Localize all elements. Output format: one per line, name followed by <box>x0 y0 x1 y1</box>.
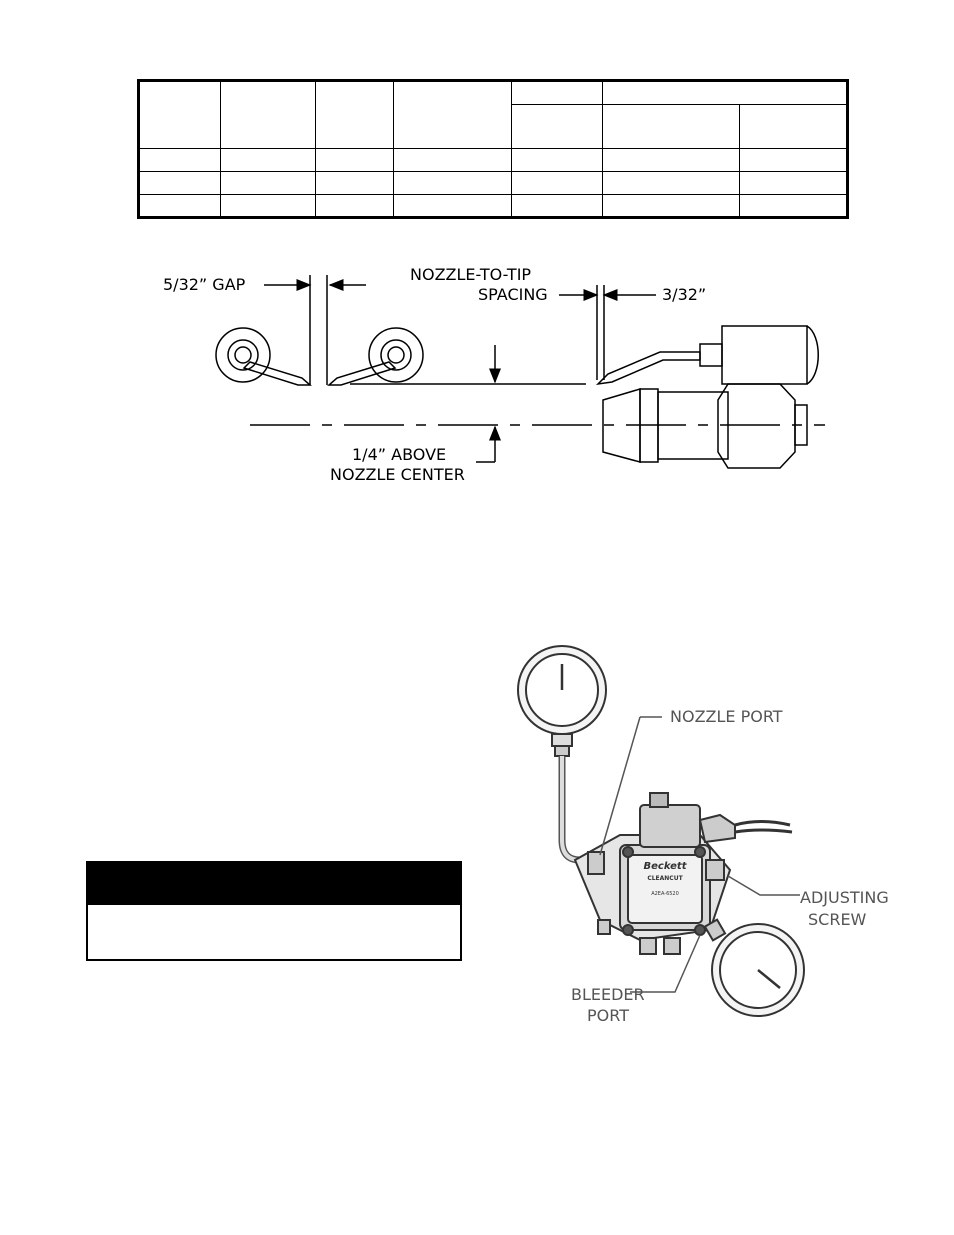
table-header-cell <box>221 81 316 149</box>
table-header-cell <box>139 81 221 149</box>
table-cell <box>394 149 512 172</box>
table-row <box>139 172 848 195</box>
table-header-cell <box>512 105 603 149</box>
table-cell <box>512 172 603 195</box>
table-cell <box>740 149 848 172</box>
table-cell <box>316 149 394 172</box>
table-cell <box>139 172 221 195</box>
table-cell <box>740 172 848 195</box>
warning-header <box>88 863 460 905</box>
table-cell <box>139 149 221 172</box>
table-cell <box>221 172 316 195</box>
height-label-line2: NOZZLE CENTER <box>330 465 465 484</box>
adjusting-screw-line1: ADJUSTING <box>800 888 889 907</box>
table-header-cell <box>603 81 848 105</box>
table-header-cell <box>394 81 512 149</box>
table-header-cell <box>740 105 848 149</box>
table-cell <box>603 172 740 195</box>
table-cell <box>603 149 740 172</box>
table-header-cell <box>512 81 603 105</box>
table-row <box>139 195 848 218</box>
electrode-diagram <box>150 255 830 495</box>
pump-diagram <box>510 640 910 1040</box>
table-cell <box>139 195 221 218</box>
table-cell <box>394 195 512 218</box>
table-cell <box>221 195 316 218</box>
table-cell <box>512 195 603 218</box>
height-label-line1: 1/4” ABOVE <box>352 445 447 464</box>
table-cell <box>512 149 603 172</box>
table-cell <box>394 172 512 195</box>
spacing-label-line2: SPACING <box>478 285 548 304</box>
table-row <box>139 149 848 172</box>
table-header-cell <box>603 105 740 149</box>
pump-model: CLEANCUT <box>647 875 683 882</box>
spacing-label-line1: NOZZLE-TO-TIP <box>410 265 532 284</box>
warning-body <box>88 905 460 921</box>
table-cell <box>316 195 394 218</box>
spacing-value: 3/32” <box>662 285 707 304</box>
pump-brand: Beckett <box>643 861 687 872</box>
table-cell <box>221 149 316 172</box>
gap-label: 5/32” GAP <box>163 275 246 294</box>
bleeder-port-line1: BLEEDER <box>571 985 645 1004</box>
adjusting-screw-line2: SCREW <box>808 910 867 929</box>
warning-box <box>86 861 462 961</box>
table-cell <box>603 195 740 218</box>
nozzle-port-label: NOZZLE PORT <box>670 707 783 726</box>
table-cell <box>740 195 848 218</box>
spec-table <box>137 79 849 219</box>
pump-part: A2EA-6520 <box>651 891 679 897</box>
table-cell <box>316 172 394 195</box>
table-header-cell <box>316 81 394 149</box>
bleeder-port-line2: PORT <box>587 1006 629 1025</box>
